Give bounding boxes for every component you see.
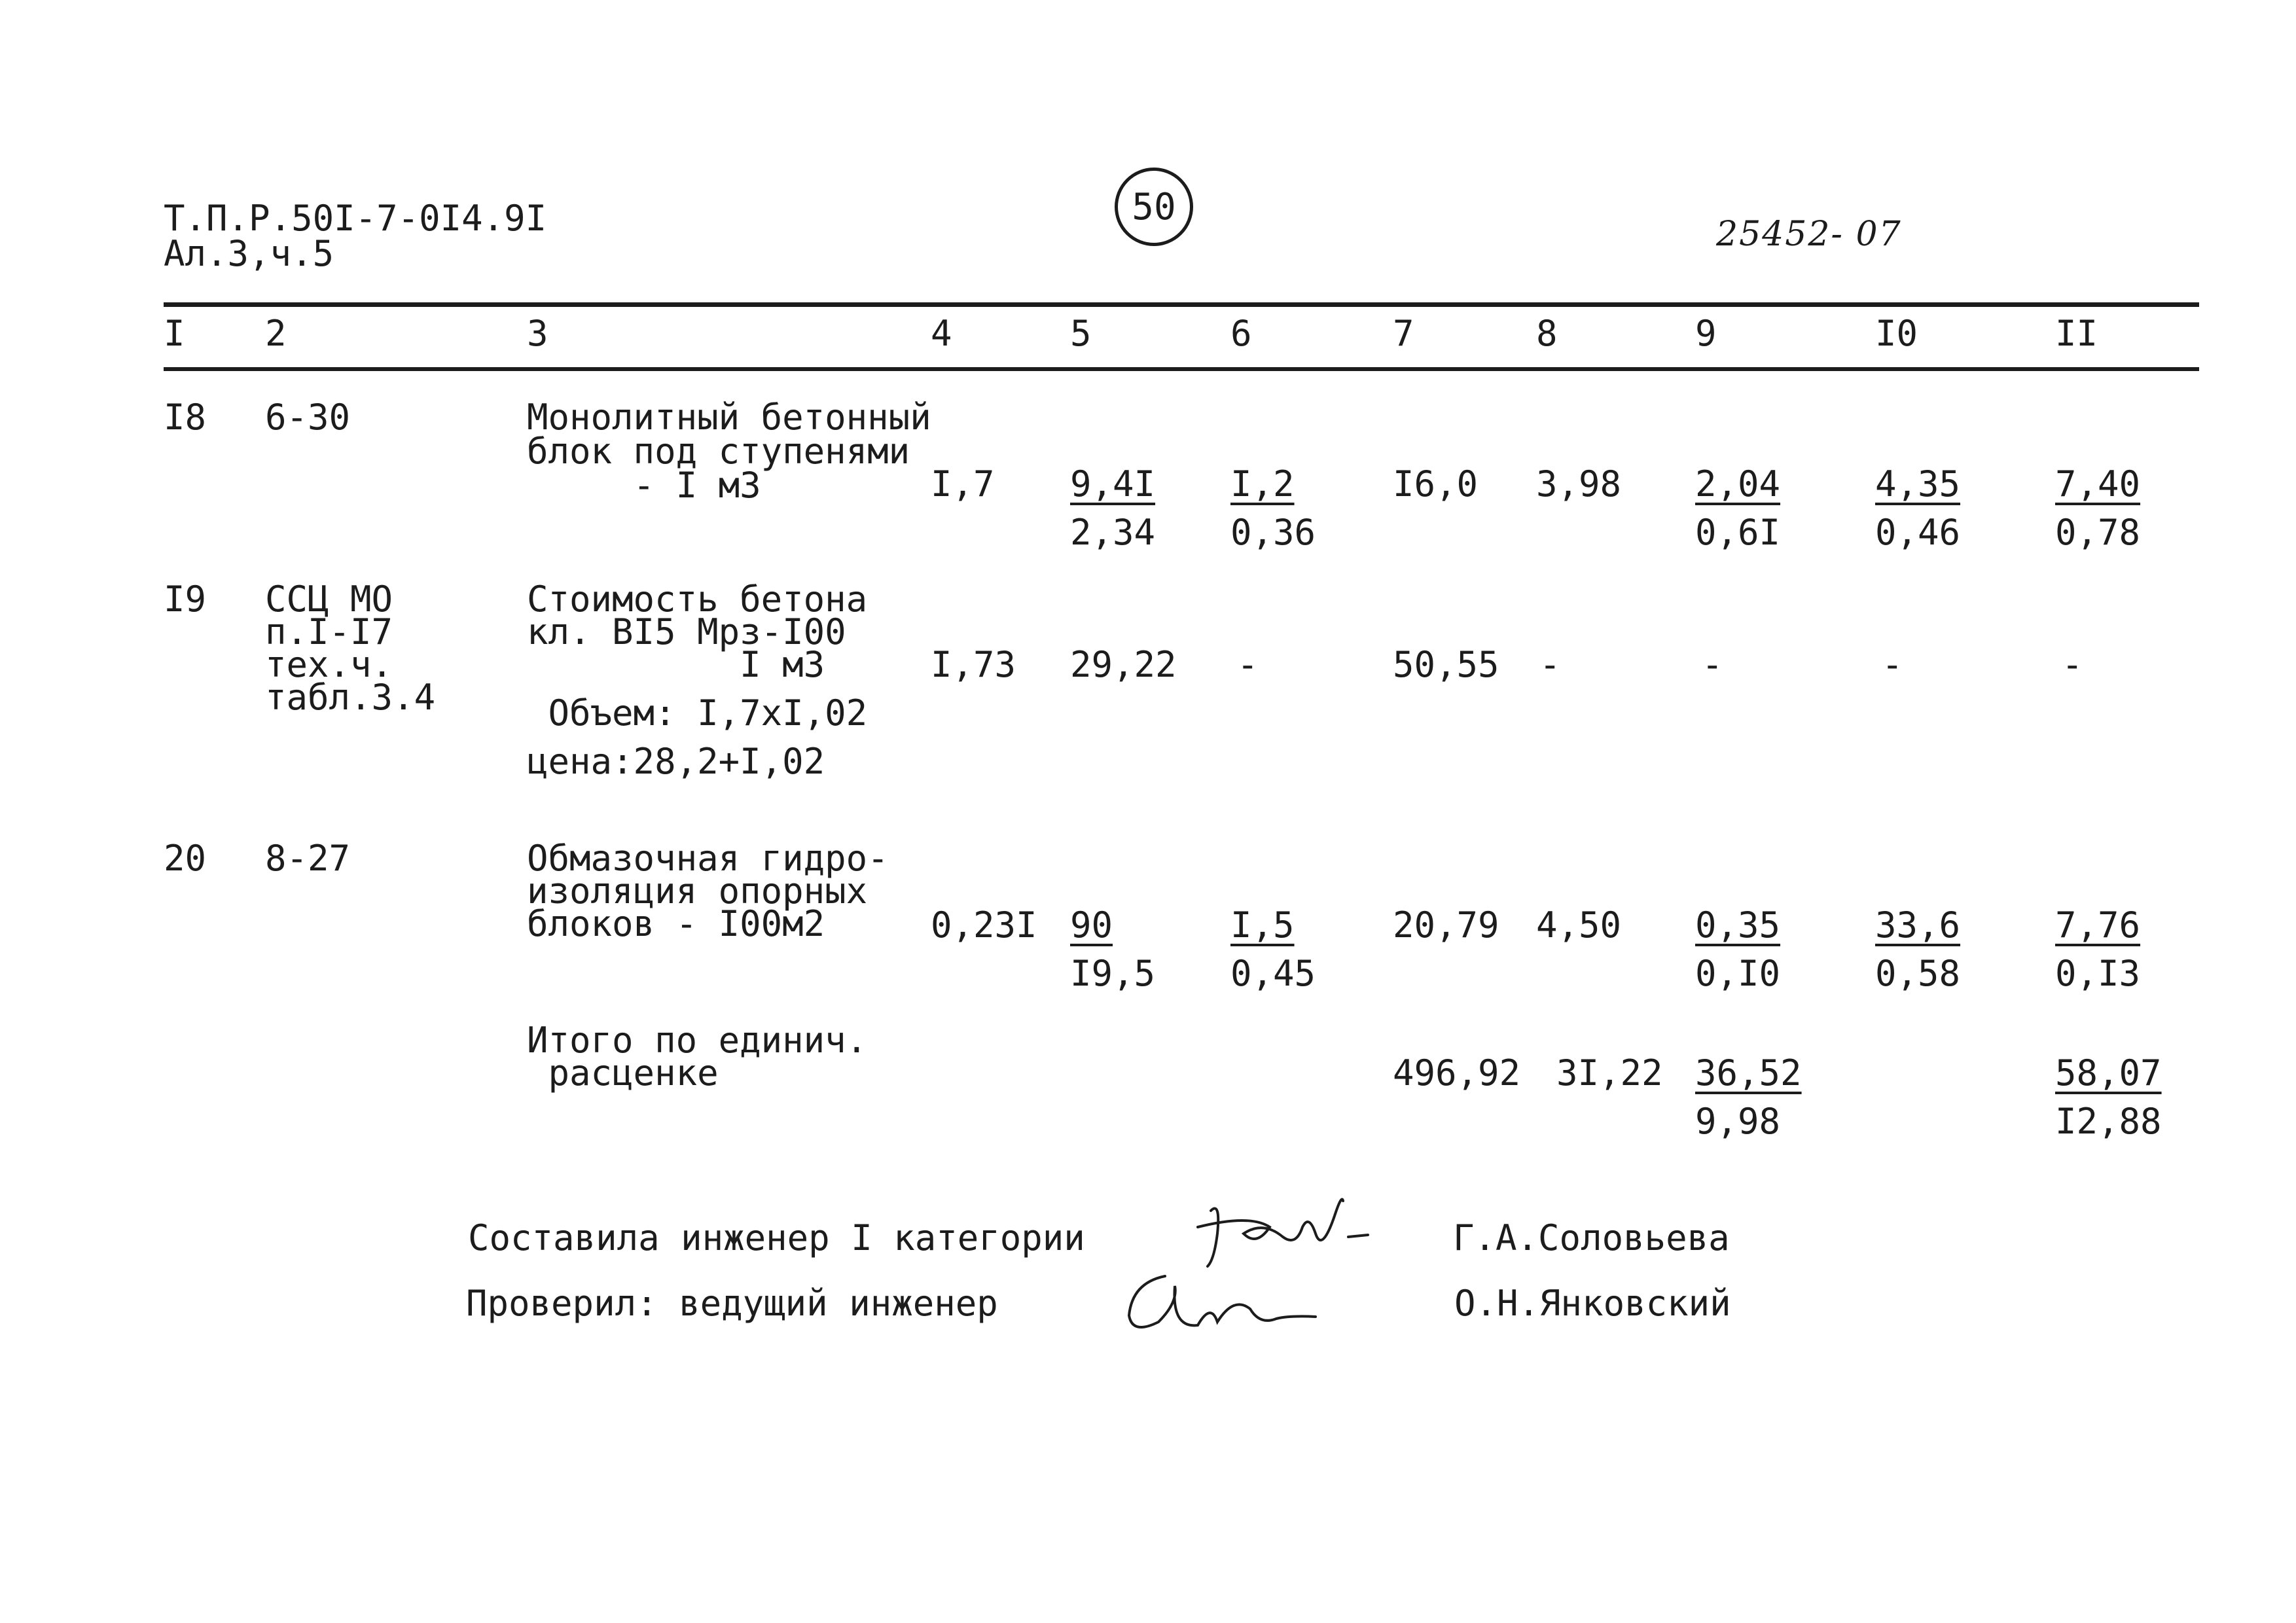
column-header: 7 bbox=[1393, 313, 1414, 354]
norm-code: тех.ч. bbox=[265, 644, 393, 685]
calculation-note: цена:28,2+I,02 bbox=[527, 741, 825, 782]
cell-col7: I6,0 bbox=[1393, 463, 1479, 505]
cell-col10: - bbox=[1882, 644, 1903, 685]
cell-col6: - bbox=[1237, 644, 1259, 685]
work-description: изоляция опорных bbox=[527, 870, 868, 912]
quantity-cell: 0,23I bbox=[931, 904, 1037, 946]
total-label: Итого по единич. bbox=[527, 1020, 868, 1061]
column-header: 9 bbox=[1695, 313, 1717, 354]
column-header: 4 bbox=[931, 313, 952, 354]
row-number: I9 bbox=[164, 579, 207, 620]
checked-by-name: О.Н.Янковский bbox=[1454, 1283, 1731, 1324]
compiled-by-name: Г.А.Соловьева bbox=[1453, 1217, 1730, 1258]
total-col9-bottom: 9,98 bbox=[1695, 1101, 1781, 1142]
norm-code: п.I-I7 bbox=[265, 611, 393, 652]
column-header: 8 bbox=[1536, 313, 1558, 354]
cell-col11-bottom: 0,78 bbox=[2055, 512, 2141, 553]
cell-col7: 50,55 bbox=[1393, 644, 1499, 685]
cell-col6-bottom: 0,36 bbox=[1230, 512, 1316, 553]
norm-code: 8-27 bbox=[265, 838, 351, 879]
norm-code: 6-30 bbox=[265, 397, 351, 438]
cell-col6-bottom: 0,45 bbox=[1230, 953, 1316, 994]
table-header-rule bbox=[164, 367, 2199, 371]
cell-col5-bottom: 2,34 bbox=[1070, 512, 1156, 553]
document-code: Т.П.Р.50I-7-0I4.9I bbox=[164, 198, 547, 239]
cell-col8: - bbox=[1539, 644, 1561, 685]
cell-col9: - bbox=[1702, 644, 1723, 685]
cell-col8: 3,98 bbox=[1536, 463, 1622, 505]
quantity-cell: I,73 bbox=[931, 644, 1016, 685]
column-header: I0 bbox=[1875, 313, 1918, 354]
total-col11-bottom: I2,88 bbox=[2055, 1101, 2162, 1142]
work-description: кл. BI5 Мрз-I00 bbox=[527, 611, 846, 652]
cell-col5-top: 9,4I bbox=[1070, 463, 1156, 505]
work-description: блоков - I00м2 bbox=[527, 903, 825, 944]
column-header: 6 bbox=[1230, 313, 1252, 354]
column-header: 5 bbox=[1070, 313, 1092, 354]
norm-code: ССЦ МО bbox=[265, 579, 393, 620]
album-reference: Ал.3,ч.5 bbox=[164, 233, 334, 274]
norm-code: табл.3.4 bbox=[265, 677, 436, 718]
table-top-rule bbox=[164, 302, 2199, 307]
inventory-number: 25452- 07 bbox=[1716, 215, 1902, 254]
calculation-note: Объем: I,7хI,02 bbox=[527, 692, 868, 734]
cell-col9-bottom: 0,6I bbox=[1695, 512, 1781, 553]
cell-col5: 29,22 bbox=[1070, 644, 1177, 685]
page-number-circle bbox=[1115, 168, 1193, 246]
total-col9-top: 36,52 bbox=[1695, 1052, 1802, 1094]
column-header: 3 bbox=[527, 313, 548, 354]
work-description: Монолитный бетонный bbox=[527, 397, 931, 438]
row-number: I8 bbox=[164, 397, 207, 438]
total-col8: 3I,22 bbox=[1556, 1052, 1663, 1094]
cell-col9-top: 2,04 bbox=[1695, 463, 1781, 505]
cell-col5-bottom: I9,5 bbox=[1070, 953, 1156, 994]
cell-col9-top: 0,35 bbox=[1695, 904, 1781, 946]
cell-col11-top: 7,40 bbox=[2055, 463, 2141, 505]
cell-col6-top: I,2 bbox=[1230, 463, 1295, 505]
cell-col10-top: 4,35 bbox=[1875, 463, 1961, 505]
quantity-cell: I,7 bbox=[931, 463, 995, 505]
cell-col11-bottom: 0,I3 bbox=[2055, 953, 2141, 994]
work-description: I м3 bbox=[527, 644, 825, 685]
checker-signature bbox=[1119, 1263, 1335, 1348]
compiled-by-label: Составила инженер I категории bbox=[468, 1217, 1085, 1258]
cell-col10-bottom: 0,46 bbox=[1875, 512, 1961, 553]
work-description: - I м3 bbox=[527, 465, 761, 506]
cell-col7: 20,79 bbox=[1393, 904, 1499, 946]
page-number: 50 bbox=[1132, 185, 1176, 228]
checked-by-label: Проверил: ведущий инженер bbox=[466, 1283, 998, 1324]
cell-col5-top: 90 bbox=[1070, 904, 1113, 946]
column-header: I bbox=[164, 313, 185, 354]
cell-col8: 4,50 bbox=[1536, 904, 1622, 946]
total-label: расценке bbox=[527, 1052, 719, 1094]
cell-col10-bottom: 0,58 bbox=[1875, 953, 1961, 994]
row-number: 20 bbox=[164, 838, 207, 879]
column-header: 2 bbox=[265, 313, 287, 354]
work-description: блок под ступенями bbox=[527, 431, 910, 472]
total-col7: 496,92 bbox=[1393, 1052, 1521, 1094]
cell-col11: - bbox=[2062, 644, 2083, 685]
column-header: II bbox=[2055, 313, 2098, 354]
work-description: Стоимость бетона bbox=[527, 579, 868, 620]
cell-col6-top: I,5 bbox=[1230, 904, 1295, 946]
cell-col11-top: 7,76 bbox=[2055, 904, 2141, 946]
total-col11-top: 58,07 bbox=[2055, 1052, 2162, 1094]
cell-col10-top: 33,6 bbox=[1875, 904, 1961, 946]
cell-col9-bottom: 0,I0 bbox=[1695, 953, 1781, 994]
work-description: Обмазочная гидро- bbox=[527, 838, 889, 879]
